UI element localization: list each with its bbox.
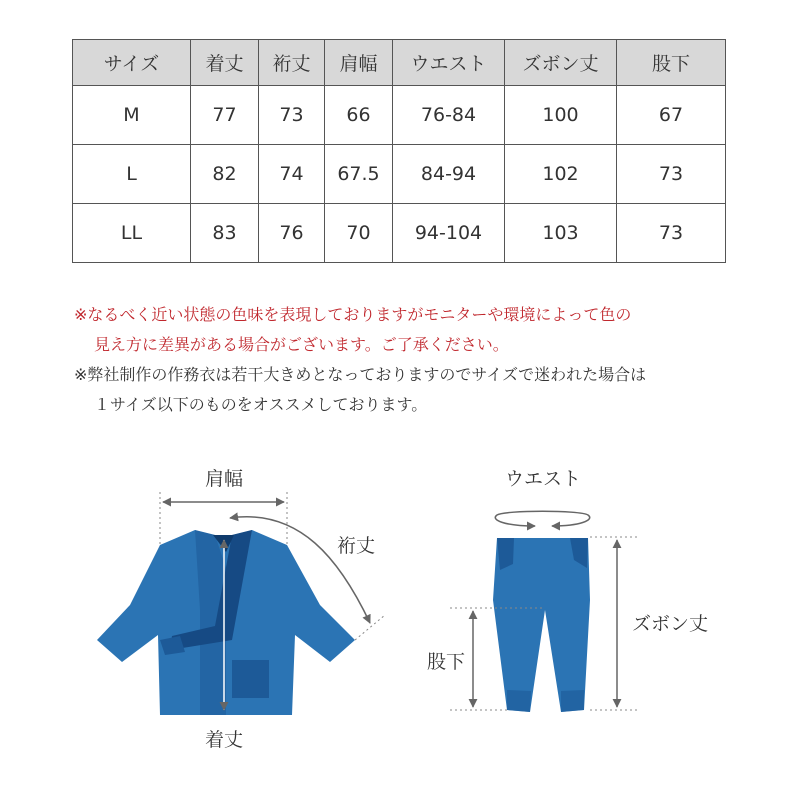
- inseam-label: 股下: [426, 651, 466, 673]
- header-shoulder: 肩幅: [325, 40, 393, 86]
- table-cell: 103: [505, 204, 617, 263]
- header-waist: ウエスト: [393, 40, 505, 86]
- table-cell: 67.5: [325, 145, 393, 204]
- table-cell: 76: [259, 204, 325, 263]
- table-header-row: [73, 40, 726, 86]
- jacket-illustration: [97, 530, 355, 715]
- table-cell: 94-104: [393, 204, 505, 263]
- table-cell: L: [73, 145, 191, 204]
- table-cell: 66: [325, 86, 393, 145]
- table-cell: 77: [191, 86, 259, 145]
- sleeve-label: 裄丈: [336, 535, 376, 557]
- table-cell: 76-84: [393, 86, 505, 145]
- table-cell: 73: [259, 86, 325, 145]
- table-cell: 73: [617, 204, 726, 263]
- table-cell: LL: [73, 204, 191, 263]
- size-table: [72, 39, 726, 263]
- table-row: [73, 204, 726, 263]
- pants-illustration: [493, 538, 590, 712]
- table-cell: 102: [505, 145, 617, 204]
- table-cell: 84-94: [393, 145, 505, 204]
- header-inseam: 股下: [617, 40, 726, 86]
- measurement-diagram: [0, 440, 800, 800]
- waist-arrow: [495, 511, 589, 526]
- table-cell: 83: [191, 204, 259, 263]
- shoulder-label: 肩幅: [204, 468, 244, 490]
- table-row: [73, 145, 726, 204]
- table-cell: 73: [617, 145, 726, 204]
- table-cell: 70: [325, 204, 393, 263]
- table-cell: M: [73, 86, 191, 145]
- header-size: サイズ: [73, 40, 191, 86]
- color-note-line2: 見え方に差異がある場合がございます。ご了承ください。: [94, 335, 509, 354]
- table-cell: 74: [259, 145, 325, 204]
- table-cell: 82: [191, 145, 259, 204]
- header-pants-length: ズボン丈: [505, 40, 617, 86]
- notes: [74, 300, 774, 420]
- size-note-line2: １サイズ以下のものをオススメしております。: [94, 395, 428, 414]
- size-note-line1: ※弊社制作の作務衣は若干大きめとなっておりますのでサイズで迷われた場合は: [74, 365, 647, 384]
- table-cell: 67: [617, 86, 726, 145]
- jacket-length-label: 着丈: [204, 729, 244, 751]
- table-cell: 100: [505, 86, 617, 145]
- pants-length-label: ズボン丈: [631, 613, 709, 635]
- header-length: 着丈: [191, 40, 259, 86]
- table-row: [73, 86, 726, 145]
- color-note-line1: ※なるべく近い状態の色味を表現しておりますがモニターや環境によって色の: [74, 305, 632, 324]
- header-sleeve: 裄丈: [259, 40, 325, 86]
- waist-label: ウエスト: [504, 468, 582, 490]
